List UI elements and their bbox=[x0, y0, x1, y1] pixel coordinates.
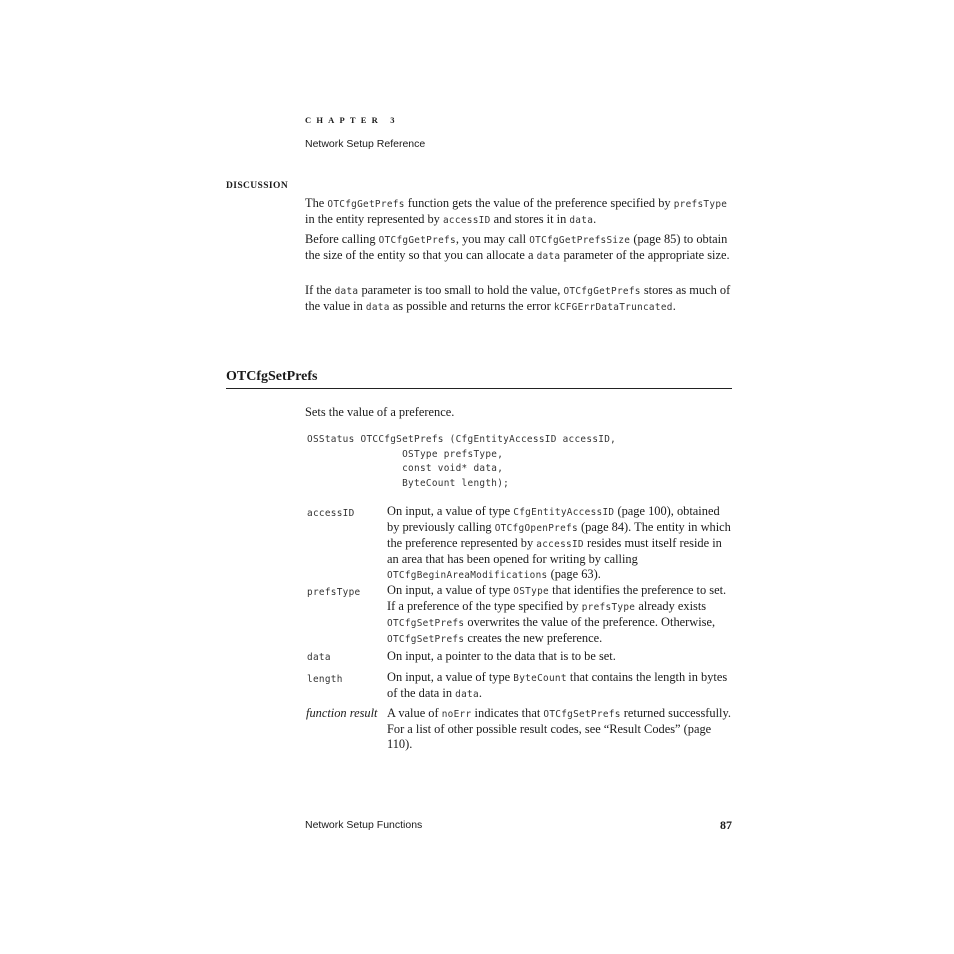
param-desc-data: On input, a pointer to the data that is to be set. bbox=[387, 649, 616, 663]
code-term: OTCfgOpenPrefs bbox=[494, 523, 578, 534]
code-term: data bbox=[334, 286, 359, 297]
param-name-accessid: accessID bbox=[307, 508, 355, 519]
code-line: OSType prefsType, bbox=[307, 449, 504, 460]
param-name-prefstype: prefsType bbox=[307, 587, 361, 598]
code-term: data bbox=[455, 689, 479, 700]
discussion-label: DISCUSSION bbox=[226, 181, 289, 191]
code-term: OTCfgGetPrefs bbox=[563, 286, 641, 297]
code-term: kCFGErrDataTruncated bbox=[553, 302, 673, 313]
code-term: data bbox=[569, 215, 594, 226]
function-heading: OTCfgSetPrefs bbox=[226, 369, 318, 384]
running-title: Network Setup Reference bbox=[305, 138, 426, 150]
code-term: data bbox=[536, 251, 561, 262]
code-term: OTCfgSetPrefs bbox=[387, 634, 465, 645]
discussion-paragraph-1: The OTCfgGetPrefs function gets the value of the preference specified by prefsType in the entity represented by accessID and stores it in data. bbox=[305, 196, 728, 226]
code-term: accessID bbox=[536, 539, 584, 550]
page-number: 87 bbox=[720, 818, 732, 832]
code-line: ByteCount length); bbox=[307, 478, 510, 489]
code-term: OTCfgGetPrefsSize bbox=[529, 235, 631, 246]
chapter-label: CHAPTER 3 bbox=[305, 115, 400, 125]
code-term: OTCfgSetPrefs bbox=[387, 618, 465, 629]
discussion-paragraph-2: Before calling OTCfgGetPrefs, you may call OTCfgGetPrefsSize (page 85) to obtain the size of the entity so that you can allocate a data parameter of the appropriate size. bbox=[305, 232, 730, 262]
code-term: OSType bbox=[513, 586, 549, 597]
code-term: prefsType bbox=[581, 602, 636, 613]
footer-section-title: Network Setup Functions bbox=[305, 819, 423, 831]
code-term: CfgEntityAccessID bbox=[513, 507, 615, 518]
param-desc-length: On input, a value of type ByteCount that contains the length in bytes of the data in data. bbox=[387, 670, 728, 700]
code-term: OTCfgBeginAreaModifications bbox=[387, 570, 548, 581]
function-result-desc: A value of noErr indicates that OTCfgSetPrefs returned successfully. For a list of other possible result codes, see “Result Codes” (page 110). bbox=[387, 706, 731, 751]
discussion-paragraph-3: If the data parameter is too small to hold the value, OTCfgGetPrefs stores as much of the value in data as possible and returns the error kCFGErrDataTruncated. bbox=[305, 283, 731, 313]
code-term: OTCfgGetPrefs bbox=[378, 235, 456, 246]
code-line: const void* data, bbox=[307, 463, 504, 474]
code-term: OTCfgSetPrefs bbox=[543, 709, 621, 720]
param-desc-accessid: On input, a value of type CfgEntityAccessID (page 100), obtained by previously calling OTCfgOpenPrefs (page 84). The entity in which the preference represented by accessID resides must itself reside in an area that has been opened for writing by calling OTCfgBeginAreaModifications (page 63). bbox=[387, 504, 731, 581]
param-name-data: data bbox=[307, 652, 331, 663]
code-term: prefsType bbox=[673, 199, 728, 210]
code-term: OTCfgGetPrefs bbox=[327, 199, 405, 210]
code-term: accessID bbox=[442, 215, 491, 226]
param-desc-prefstype: On input, a value of type OSType that identifies the preference to set. If a preference of the type specified by prefsType already exists OTCfgSetPrefs overwrites the value of the preference. Otherwise, OTCfgSetPrefs creates the new preference. bbox=[387, 583, 727, 645]
code-term: data bbox=[365, 302, 390, 313]
param-name-length: length bbox=[307, 674, 343, 685]
function-result-label: function result bbox=[306, 706, 378, 720]
code-term: ByteCount bbox=[513, 673, 567, 684]
code-term: noErr bbox=[441, 709, 472, 720]
code-line: OSStatus OTCCfgSetPrefs (CfgEntityAccessID accessID, bbox=[307, 434, 617, 445]
heading-rule bbox=[226, 388, 732, 389]
function-summary: Sets the value of a preference. bbox=[305, 405, 455, 419]
